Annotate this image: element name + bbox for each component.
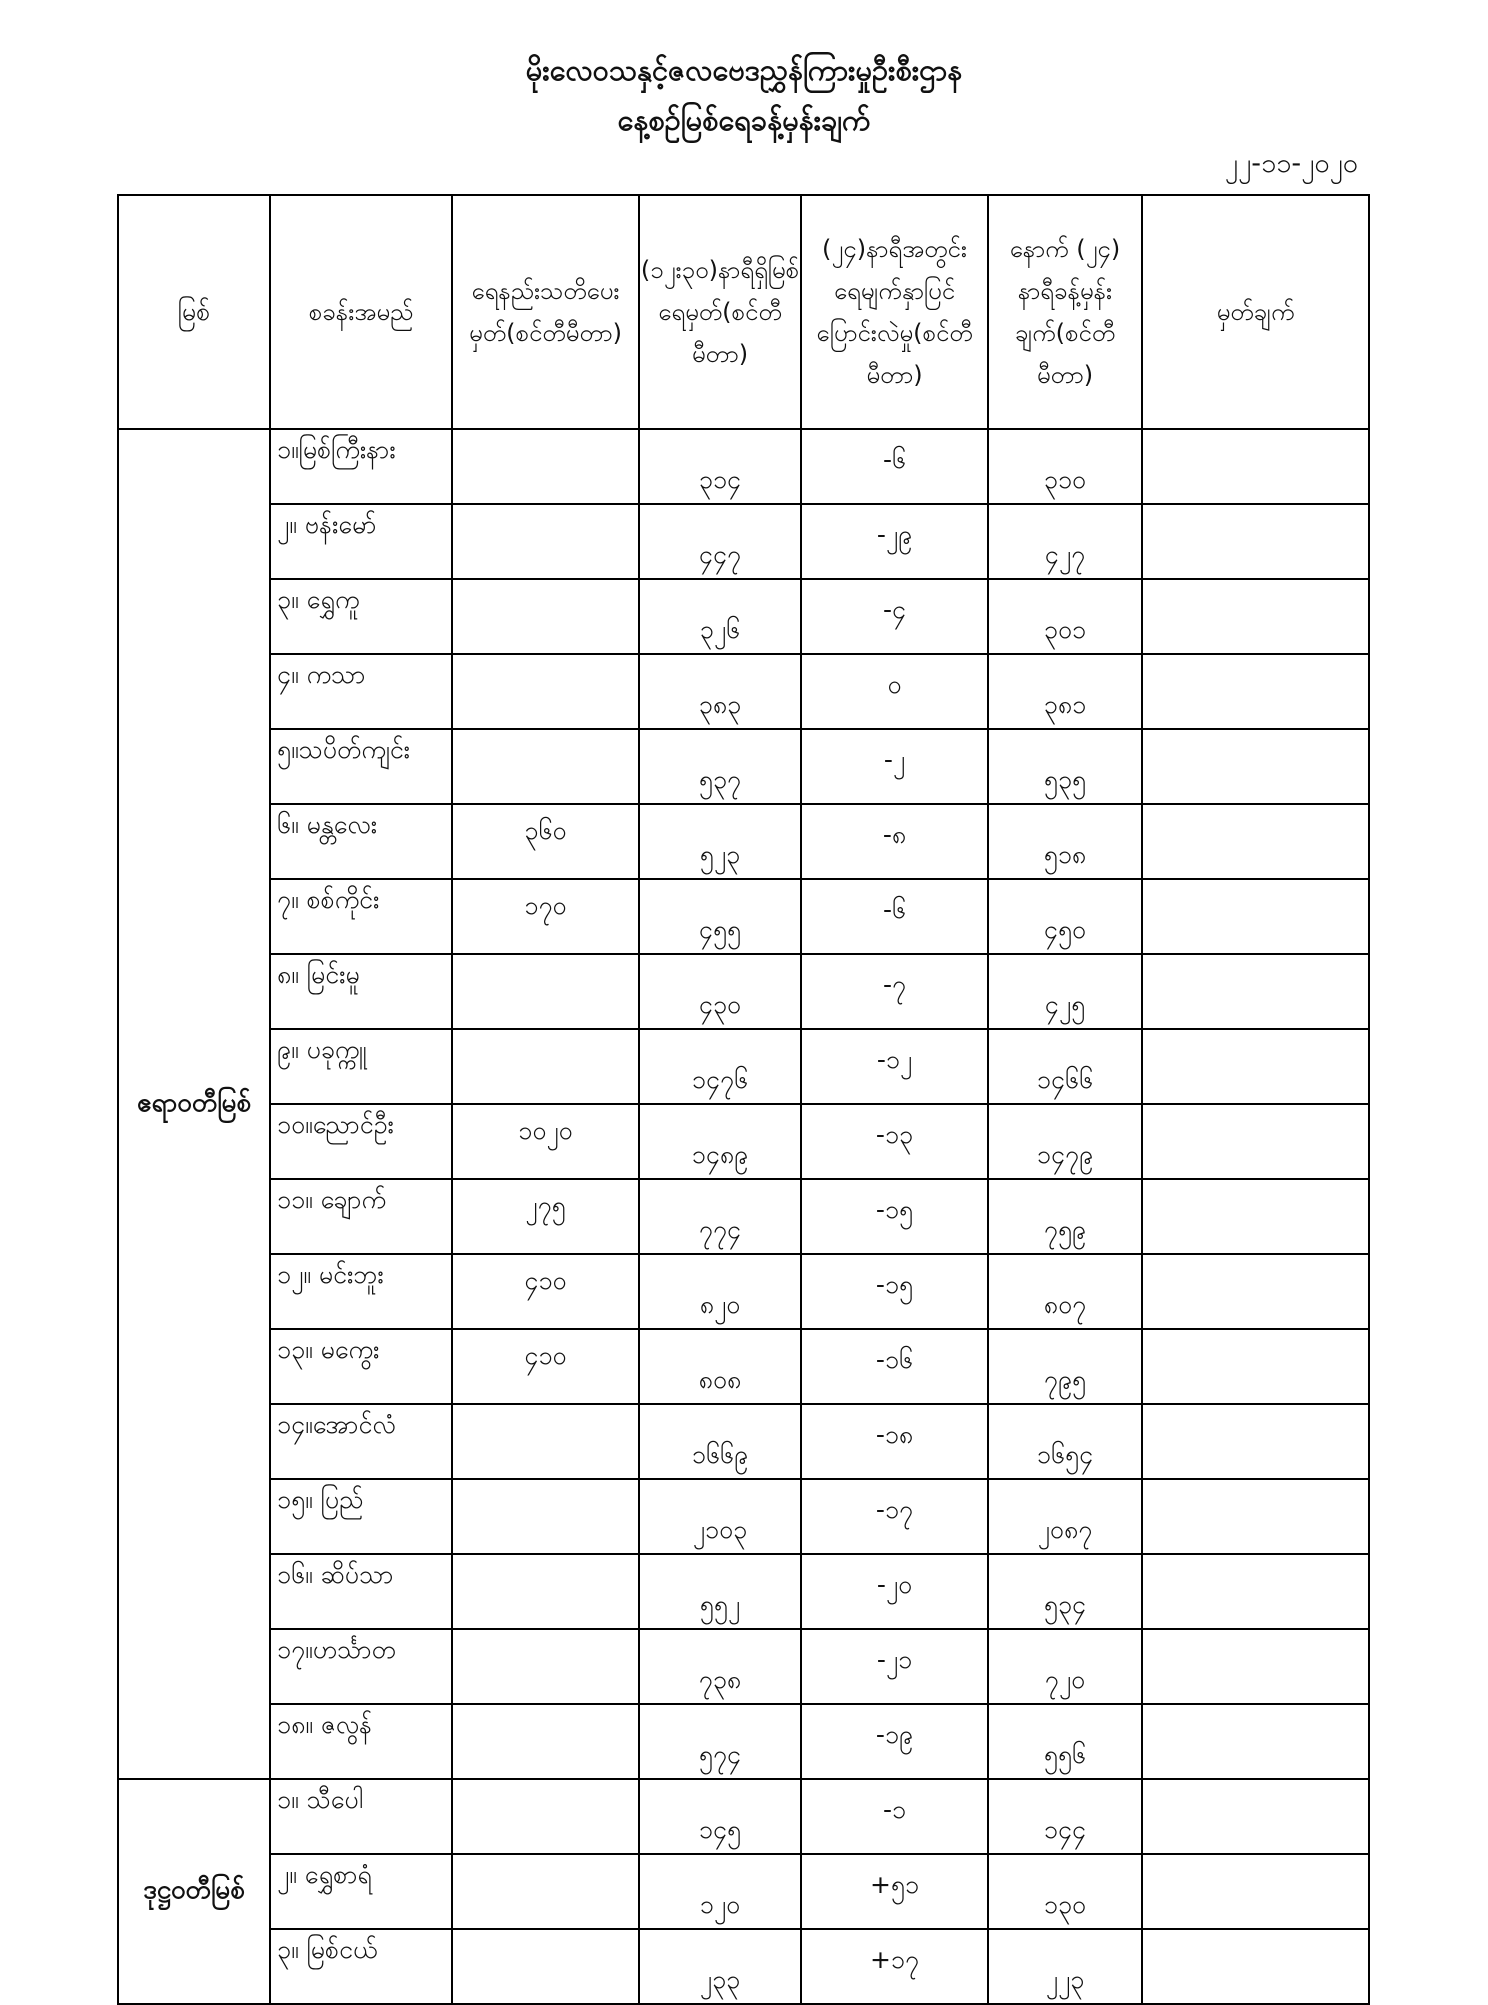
header-change: (၂၄)နာရီအတွင်းရေမျက်နှာပြင်ပြောင်းလဲမှု(စင်တီမီတာ) (801, 195, 988, 429)
station-name: ၁၃။ မကွေး (270, 1329, 452, 1404)
forecast-level: ၅၁၈ (988, 804, 1142, 879)
river-name: ဧရာဝတီမြစ် (118, 429, 270, 1779)
water-level: ၈၂၀ (639, 1254, 801, 1329)
forecast-level: ၅၅၆ (988, 1704, 1142, 1779)
station-name: ၁၈။ ဇလွန် (270, 1704, 452, 1779)
level-change: -၁၇ (801, 1479, 988, 1554)
table-row (118, 1779, 1369, 1854)
level-change: -၄ (801, 579, 988, 654)
forecast-level: ၇၂၀ (988, 1629, 1142, 1704)
table-header-row (118, 195, 1369, 429)
water-level: ၄၅၅ (639, 879, 801, 954)
station-name: ၁၅။ ပြည် (270, 1479, 452, 1554)
remark-cell (1142, 1404, 1369, 1479)
forecast-level: ၇၉၅ (988, 1329, 1142, 1404)
station-name: ၁။မြစ်ကြီးနား (270, 429, 452, 504)
station-name: ၇။ စစ်ကိုင်း (270, 879, 452, 954)
remark-cell (1142, 1854, 1369, 1929)
remark-cell (1142, 504, 1369, 579)
header-river: မြစ် (118, 195, 270, 429)
water-level: ၁၆၆၉ (639, 1404, 801, 1479)
table-body (118, 429, 1369, 2004)
station-name: ၃။ မြစ်ငယ် (270, 1929, 452, 2004)
station-name: ၂။ ဗန်းမော် (270, 504, 452, 579)
station-name: ၂။ ရွှေစာရံ (270, 1854, 452, 1929)
table-row (118, 504, 1369, 579)
remark-cell (1142, 1029, 1369, 1104)
page-title: မိုးလေဝသနှင့်ဇလဗေဒညွှန်ကြားမှုဦးစီးဌာန (525, 53, 963, 87)
forecast-level: ၄၂၅ (988, 954, 1142, 1029)
table-row (118, 1404, 1369, 1479)
remark-cell (1142, 1554, 1369, 1629)
level-change: -၁၆ (801, 1329, 988, 1404)
table-row (118, 879, 1369, 954)
forecast-level: ၂၀၈၇ (988, 1479, 1142, 1554)
water-level: ၅၃၇ (639, 729, 801, 804)
warning-level (452, 954, 639, 1029)
water-level: ၄၄၇ (639, 504, 801, 579)
water-level: ၈၀၈ (639, 1329, 801, 1404)
table-row (118, 1029, 1369, 1104)
warning-level: ၃၆၀ (452, 804, 639, 879)
remark-cell (1142, 879, 1369, 954)
station-name: ၁၇။ဟင်္သာတ (270, 1629, 452, 1704)
level-change: -၈ (801, 804, 988, 879)
page-subtitle: နေ့စဉ်မြစ်ရေခန့်မှန်းချက် (617, 103, 871, 137)
level-change: -၆ (801, 879, 988, 954)
table-row (118, 1929, 1369, 2004)
forecast-level: ၁၄၆၆ (988, 1029, 1142, 1104)
forecast-level: ၁၄၄ (988, 1779, 1142, 1854)
forecast-level: ၁၄၇၉ (988, 1104, 1142, 1179)
table-row (118, 654, 1369, 729)
level-change: -၁၉ (801, 1704, 988, 1779)
table-row (118, 1854, 1369, 1929)
water-level: ၂၃၃ (639, 1929, 801, 2004)
forecast-level: ၅၃၅ (988, 729, 1142, 804)
remark-cell (1142, 729, 1369, 804)
warning-level: ၁၀၂၀ (452, 1104, 639, 1179)
water-level: ၃၈၃ (639, 654, 801, 729)
water-level: ၁၄၈၉ (639, 1104, 801, 1179)
header-station: စခန်းအမည် (270, 195, 452, 429)
station-name: ၆။ မန္တလေး (270, 804, 452, 879)
table-row (118, 1554, 1369, 1629)
header-water-level: (၁၂း၃၀)နာရီရှိမြစ်ရေမှတ်(စင်တီမီတာ) (639, 195, 801, 429)
level-change: -၆ (801, 429, 988, 504)
remark-cell (1142, 1254, 1369, 1329)
remark-cell (1142, 1179, 1369, 1254)
warning-level: ၄၁၀ (452, 1254, 639, 1329)
level-change: -၂၀ (801, 1554, 988, 1629)
level-change: -၂၉ (801, 504, 988, 579)
warning-level: ၂၇၅ (452, 1179, 639, 1254)
remark-cell (1142, 579, 1369, 654)
remark-cell (1142, 1704, 1369, 1779)
warning-level (452, 729, 639, 804)
warning-level (452, 429, 639, 504)
river-forecast-table (117, 194, 1370, 2005)
forecast-level: ၃၀၁ (988, 579, 1142, 654)
station-name: ၁၄။အောင်လံ (270, 1404, 452, 1479)
station-name: ၄။ ကသာ (270, 654, 452, 729)
station-name: ၃။ ရွှေကူ (270, 579, 452, 654)
remark-cell (1142, 804, 1369, 879)
warning-level (452, 1404, 639, 1479)
station-name: ၅။သပိတ်ကျင်း (270, 729, 452, 804)
remark-cell (1142, 1629, 1369, 1704)
warning-level (452, 1029, 639, 1104)
water-level: ၇၇၄ (639, 1179, 801, 1254)
warning-level (452, 1479, 639, 1554)
warning-level (452, 1779, 639, 1854)
water-level: ၂၁၀၃ (639, 1479, 801, 1554)
remark-cell (1142, 1104, 1369, 1179)
level-change: -၁၂ (801, 1029, 988, 1104)
forecast-level: ၄၅၀ (988, 879, 1142, 954)
table-row (118, 429, 1369, 504)
station-name: ၁၆။ ဆိပ်သာ (270, 1554, 452, 1629)
remark-cell (1142, 429, 1369, 504)
water-level: ၅၂၃ (639, 804, 801, 879)
forecast-level: ၁၃၀ (988, 1854, 1142, 1929)
water-level: ၇၃၈ (639, 1629, 801, 1704)
warning-level (452, 1554, 639, 1629)
water-level: ၃၁၄ (639, 429, 801, 504)
level-change: -၁၅ (801, 1179, 988, 1254)
warning-level (452, 1854, 639, 1929)
forecast-level: ၃၁၀ (988, 429, 1142, 504)
forecast-level: ၃၈၁ (988, 654, 1142, 729)
table-row (118, 954, 1369, 1029)
table-row (118, 804, 1369, 879)
level-change: +၅၁ (801, 1854, 988, 1929)
table-row (118, 1179, 1369, 1254)
warning-level: ၁၇၀ (452, 879, 639, 954)
warning-level: ၄၁၀ (452, 1329, 639, 1404)
remark-cell (1142, 1929, 1369, 2004)
warning-level (452, 1629, 639, 1704)
station-name: ၁။ သီပေါ (270, 1779, 452, 1854)
header-warning-level: ရေနည်းသတိပေးမှတ်(စင်တီမီတာ) (452, 195, 639, 429)
station-name: ၈။ မြင်းမူ (270, 954, 452, 1029)
forecast-level: ၄၂၇ (988, 504, 1142, 579)
river-name: ဒုဋ္ဌဝတီမြစ် (118, 1779, 270, 2004)
level-change: -၁၈ (801, 1404, 988, 1479)
water-level: ၁၄၇၆ (639, 1029, 801, 1104)
level-change: -၁ (801, 1779, 988, 1854)
water-level: ၄၃၀ (639, 954, 801, 1029)
table-row (118, 579, 1369, 654)
table-row (118, 1479, 1369, 1554)
water-level: ၅၇၄ (639, 1704, 801, 1779)
header-forecast: နောက် (၂၄) နာရီခန့်မှန်းချက်(စင်တီမီတာ) (988, 195, 1142, 429)
water-level: ၅၅၂ (639, 1554, 801, 1629)
remark-cell (1142, 654, 1369, 729)
table-row (118, 1104, 1369, 1179)
water-level: ၁၄၅ (639, 1779, 801, 1854)
station-name: ၁၂။ မင်းဘူး (270, 1254, 452, 1329)
warning-level (452, 504, 639, 579)
station-name: ၁၁။ ချောက် (270, 1179, 452, 1254)
remark-cell (1142, 954, 1369, 1029)
remark-cell (1142, 1779, 1369, 1854)
table-row (118, 729, 1369, 804)
station-name: ၁၀။ညောင်ဦး (270, 1104, 452, 1179)
warning-level (452, 1929, 639, 2004)
warning-level (452, 579, 639, 654)
warning-level (452, 1704, 639, 1779)
table-row (118, 1254, 1369, 1329)
forecast-level: ၁၆၅၄ (988, 1404, 1142, 1479)
forecast-level: ၂၂၃ (988, 1929, 1142, 2004)
forecast-level: ၇၅၉ (988, 1179, 1142, 1254)
level-change: +၁၇ (801, 1929, 988, 2004)
forecast-level: ၅၃၄ (988, 1554, 1142, 1629)
level-change: ၀ (801, 654, 988, 729)
level-change: -၂၁ (801, 1629, 988, 1704)
warning-level (452, 654, 639, 729)
water-level: ၃၂၆ (639, 579, 801, 654)
table-row (118, 1329, 1369, 1404)
table-row (118, 1629, 1369, 1704)
level-change: -၁၃ (801, 1104, 988, 1179)
forecast-level: ၈၀၇ (988, 1254, 1142, 1329)
water-level: ၁၂၀ (639, 1854, 801, 1929)
report-date: ၂၂-၁၁-၂၀၂၀ (1224, 148, 1358, 179)
table-row (118, 1704, 1369, 1779)
station-name: ၉။ ပခုက္ကူ (270, 1029, 452, 1104)
level-change: -၁၅ (801, 1254, 988, 1329)
level-change: -၇ (801, 954, 988, 1029)
level-change: -၂ (801, 729, 988, 804)
header-remarks: မှတ်ချက် (1142, 195, 1369, 429)
remark-cell (1142, 1329, 1369, 1404)
remark-cell (1142, 1479, 1369, 1554)
